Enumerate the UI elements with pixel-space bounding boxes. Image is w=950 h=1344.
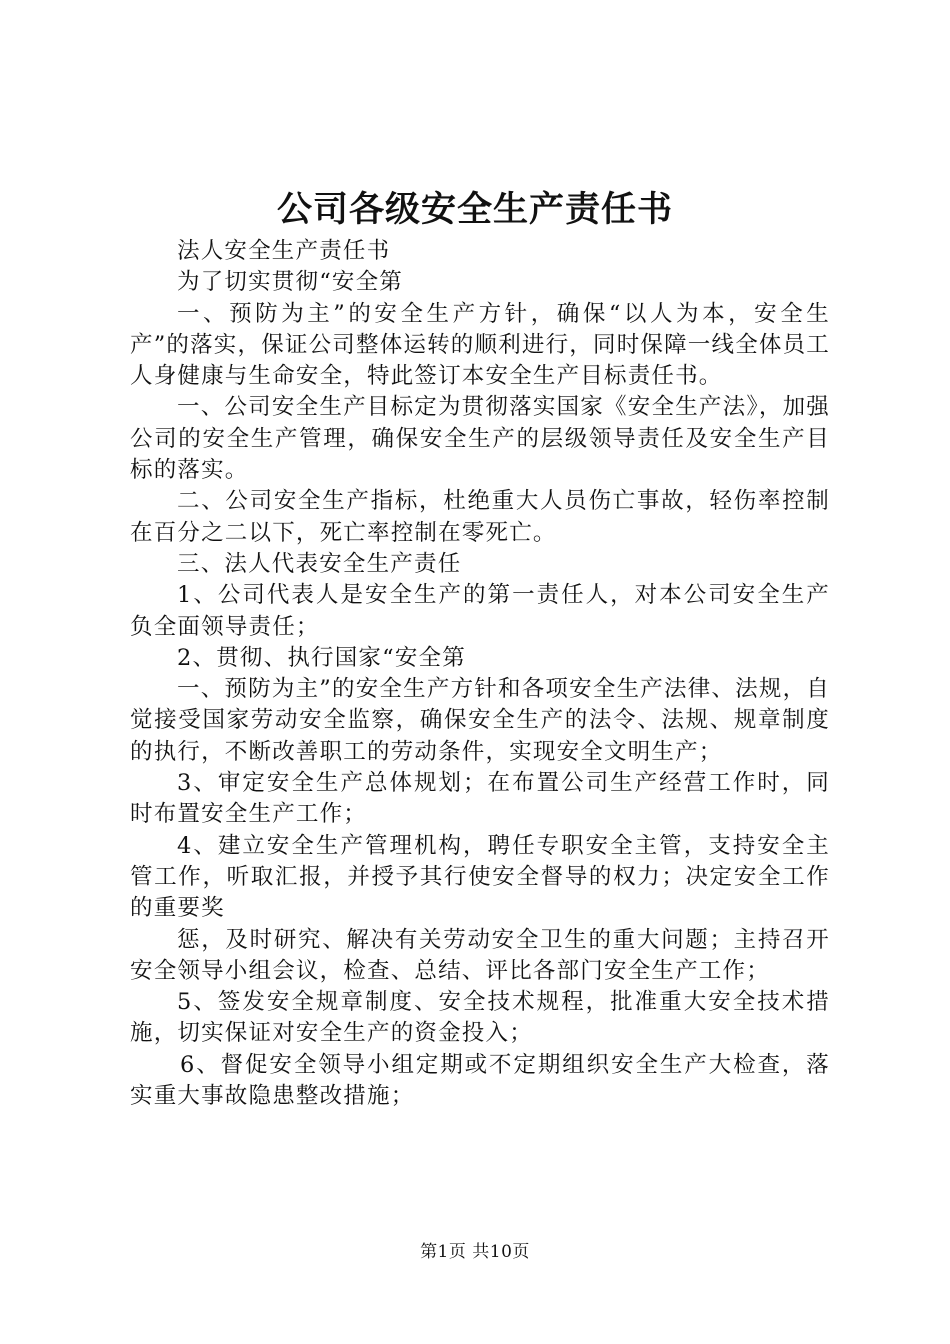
paragraph: 3、审定安全生产总体规划；在布置公司生产经营工作时，同时布置安全生产工作；	[130, 770, 830, 828]
paragraph: 1、公司代表人是安全生产的第一责任人，对本公司安全生产负全面领导责任；	[130, 582, 830, 640]
paragraph: 一、公司安全生产目标定为贯彻落实国家《安全生产法》，加强公司的安全生产管理，确保安全生产的层级领导责任及安全生产目标的落实。	[130, 394, 830, 484]
paragraph: 4、建立安全生产管理机构，聘任专职安全主管，支持安全主管工作，听取汇报，并授予其行使安全督导的权力；决定安全工作的重要奖	[130, 832, 830, 922]
document-body	[130, 236, 830, 1112]
paragraph: 一、预防为主”的安全生产方针，确保“以人为本，安全生产”的落实，保证公司整体运转的顺利进行，同时保障一线全体员工人身健康与生命安全，特此签订本安全生产目标责任书。	[130, 300, 831, 390]
paragraph: 一、预防为主”的安全生产方针和各项安全生产法律、法规，自觉接受国家劳动安全监察，确保安全生产的法令、法规、规章制度的执行，不断改善职工的劳动条件，实现安全文明生产；	[130, 676, 830, 765]
paragraph: 为了切实贯彻“安全第	[177, 269, 404, 296]
paragraph: 惩，及时研究、解决有关劳动安全卫生的重大问题；主持召开安全领导小组会议，检查、总结、评比各部门安全生产工作；	[130, 926, 830, 984]
paragraph: 法人安全生产责任书	[177, 238, 391, 264]
page-footer: 第1页 共10页	[420, 1242, 530, 1262]
paragraph: 三、法人代表安全生产责任	[177, 550, 462, 577]
paragraph: 2、贯彻、执行国家“安全第	[177, 644, 466, 671]
paragraph: 二、公司安全生产指标，杜绝重大人员伤亡事故，轻伤率控制在百分之二以下，死亡率控制在零死亡。	[130, 488, 830, 546]
paragraph: 6、督促安全领导小组定期或不定期组织安全生产大检查，落实重大事故隐患整改措施；	[130, 1051, 830, 1110]
document-title: 公司各级安全生产责任书	[276, 189, 673, 230]
paragraph: 5、签发安全规章制度、安全技术规程，批准重大安全技术措施，切实保证对安全生产的资金投入；	[130, 989, 830, 1047]
